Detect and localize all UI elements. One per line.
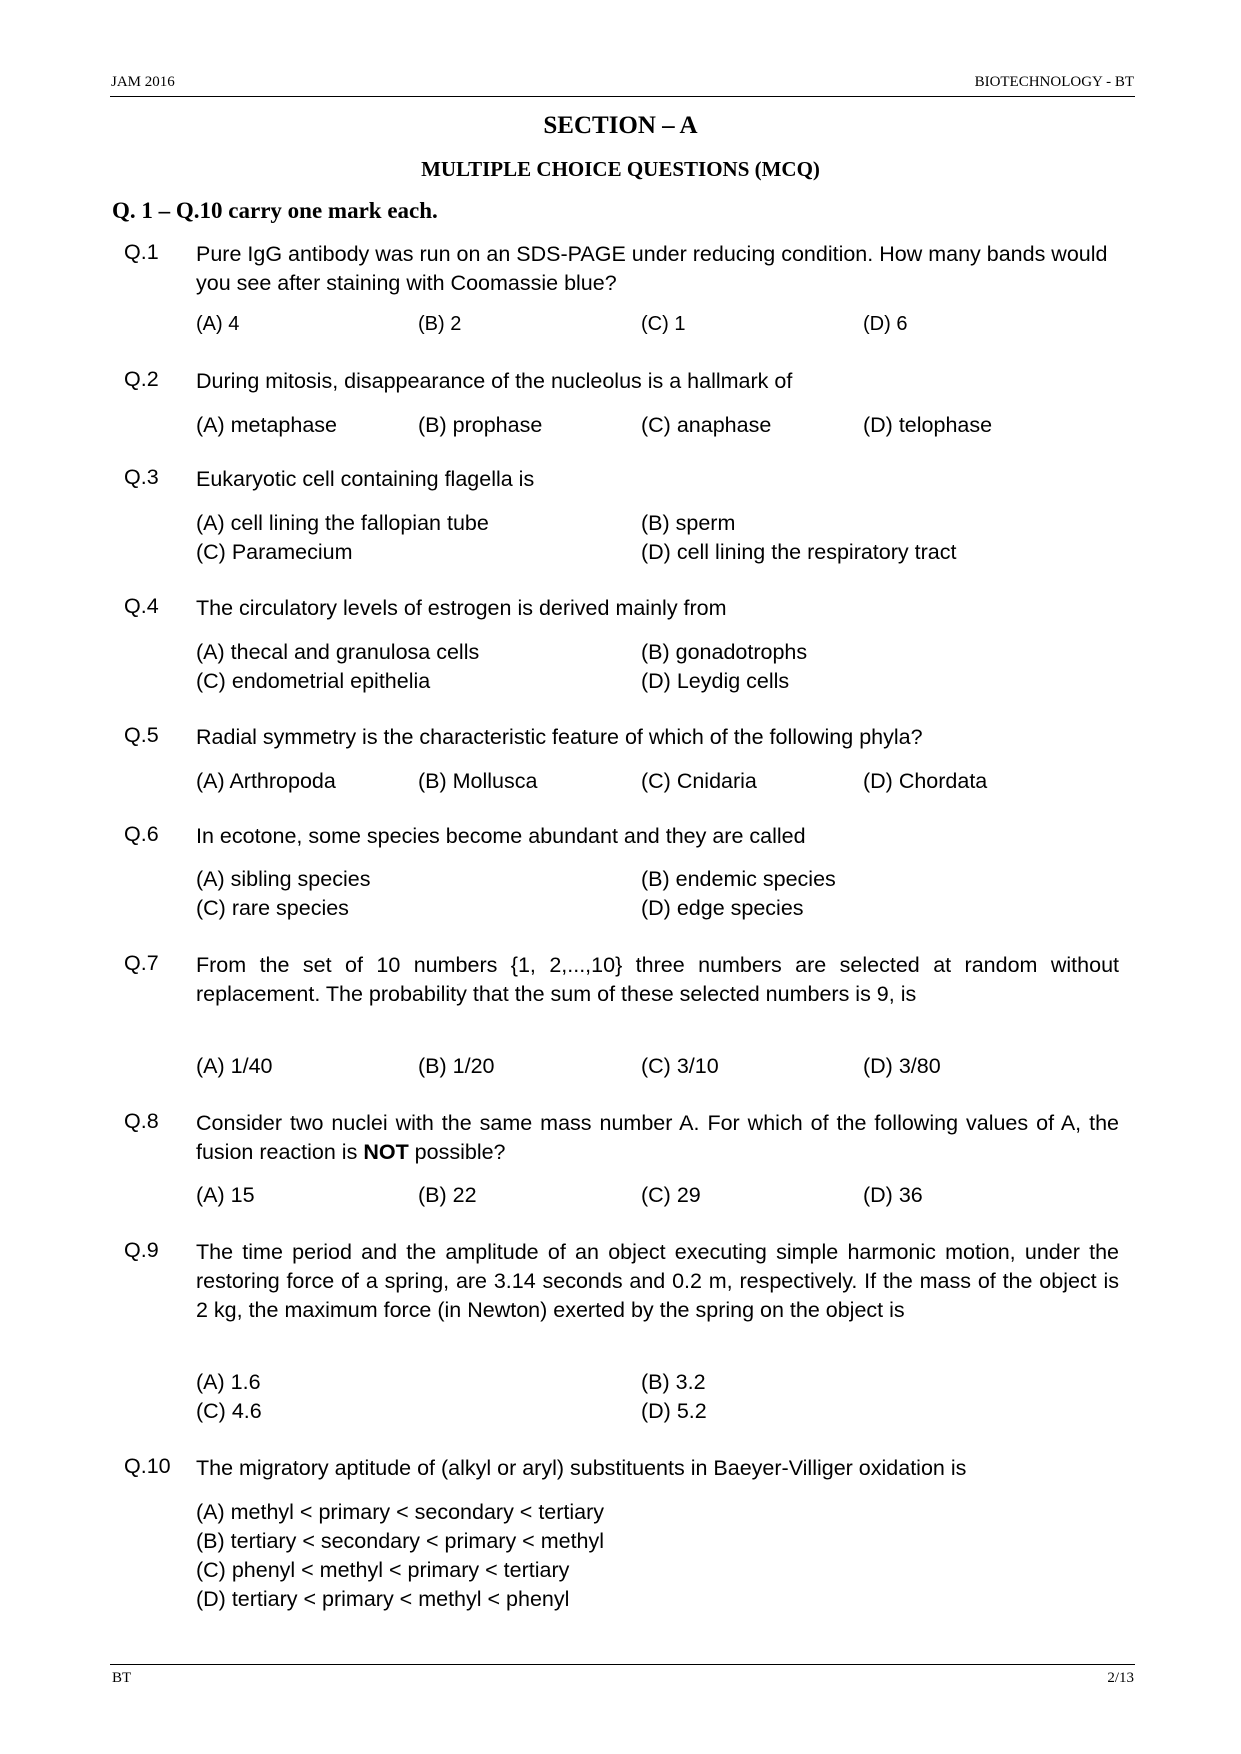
option-a: (A) 15 xyxy=(196,1183,255,1207)
marks-instruction: Q. 1 – Q.10 carry one mark each. xyxy=(112,198,438,223)
option-d: (D) Leydig cells xyxy=(641,669,790,693)
question-number: Q.5 xyxy=(124,723,159,747)
option-c: (C) 1 xyxy=(641,313,686,335)
option-a: (A) Arthropoda xyxy=(196,769,336,793)
option-b: (B) endemic species xyxy=(641,867,836,891)
option-b: (B) 22 xyxy=(418,1183,477,1207)
question-text: The circulatory levels of estrogen is derived mainly from xyxy=(196,596,727,620)
option-c: (C) Cnidaria xyxy=(641,769,757,793)
question-text: Radial symmetry is the characteristic feature of which of the following phyla? xyxy=(196,725,923,749)
option-d: (D) cell lining the respiratory tract xyxy=(641,540,957,564)
option-b: (B) Mollusca xyxy=(418,769,538,793)
option-d: (D) edge species xyxy=(641,896,804,920)
question-text: Pure IgG antibody was run on an SDS-PAGE under reducing condition. How many bands would you see after staining with Coomassie blue? xyxy=(196,242,1108,295)
option-a: (A) metaphase xyxy=(196,413,338,437)
option-b: (B) prophase xyxy=(418,413,543,437)
option-c: (C) endometrial epithelia xyxy=(196,669,431,693)
question-number: Q.6 xyxy=(124,822,159,846)
question-number: Q.2 xyxy=(124,367,159,391)
question-number: Q.7 xyxy=(124,951,159,975)
option-c: (C) 29 xyxy=(641,1183,701,1207)
option-b: (B) tertiary < secondary < primary < methyl xyxy=(196,1529,605,1553)
option-a: (A) sibling species xyxy=(196,867,371,891)
question-text xyxy=(196,1109,1119,1167)
option-b: (B) 2 xyxy=(418,313,462,335)
question-text-part: Consider two nuclei with the same mass number A. For which of the following values of A, the fusion reaction is xyxy=(196,1111,1119,1164)
question-number: Q.4 xyxy=(124,594,159,618)
option-c: (C) 4.6 xyxy=(196,1399,262,1423)
question-text-emphasis: NOT xyxy=(363,1140,409,1164)
option-a: (A) 1.6 xyxy=(196,1370,261,1394)
option-d: (D) tertiary < primary < methyl < phenyl xyxy=(196,1587,570,1611)
option-b: (B) 3.2 xyxy=(641,1370,706,1394)
option-d: (D) 36 xyxy=(863,1183,923,1207)
option-d: (D) 3/80 xyxy=(863,1054,941,1078)
question-text: The time period and the amplitude of an object executing simple harmonic motion, under the restoring force of a spring, are 3.14 seconds and 0.2 m, respectively. If the mass of the object is 2 kg, the maximum force (in Newton) exerted by the spring on the object is xyxy=(196,1240,1119,1322)
option-c: (C) rare species xyxy=(196,896,349,920)
option-a: (A) cell lining the fallopian tube xyxy=(196,511,489,535)
question-number: Q.3 xyxy=(124,465,159,489)
question-number: Q.1 xyxy=(124,240,159,264)
question-text: The migratory aptitude of (alkyl or aryl) substituents in Baeyer-Villiger oxidation is xyxy=(196,1456,967,1480)
option-b: (B) gonadotrophs xyxy=(641,640,808,664)
question-number: Q.10 xyxy=(124,1454,171,1478)
question-text: From the set of 10 numbers {1, 2,...,10} three numbers are selected at random without replacement. The probability that the sum of these selected numbers is 9, is xyxy=(196,953,1119,1006)
footer-paper-code: BT xyxy=(112,1670,132,1686)
option-b: (B) 1/20 xyxy=(418,1054,495,1078)
option-c: (C) Paramecium xyxy=(196,540,353,564)
option-d: (D) 6 xyxy=(863,313,908,335)
header-exam-name: JAM 2016 xyxy=(111,74,175,90)
option-c: (C) anaphase xyxy=(641,413,772,437)
option-d: (D) telophase xyxy=(863,413,993,437)
header-divider xyxy=(110,96,1135,97)
option-d: (D) 5.2 xyxy=(641,1399,707,1423)
option-c: (C) phenyl < methyl < primary < tertiary xyxy=(196,1558,570,1582)
option-b: (B) sperm xyxy=(641,511,736,535)
section-subtitle: MULTIPLE CHOICE QUESTIONS (MCQ) xyxy=(421,157,820,181)
question-text-part: possible? xyxy=(408,1140,506,1164)
question-text: During mitosis, disappearance of the nucleolus is a hallmark of xyxy=(196,369,793,393)
section-title: SECTION – A xyxy=(543,112,698,139)
option-a: (A) thecal and granulosa cells xyxy=(196,640,480,664)
question-text: Eukaryotic cell containing flagella is xyxy=(196,467,535,491)
header-paper-name: BIOTECHNOLOGY - BT xyxy=(974,74,1134,90)
footer-page-number: 2/13 xyxy=(1107,1670,1134,1686)
option-d: (D) Chordata xyxy=(863,769,988,793)
option-a: (A) methyl < primary < secondary < tertiary xyxy=(196,1500,605,1524)
option-a: (A) 1/40 xyxy=(196,1054,273,1078)
option-a: (A) 4 xyxy=(196,313,240,335)
option-c: (C) 3/10 xyxy=(641,1054,719,1078)
question-number: Q.9 xyxy=(124,1238,159,1262)
question-text: In ecotone, some species become abundant and they are called xyxy=(196,824,806,848)
footer-divider xyxy=(110,1664,1135,1665)
question-number: Q.8 xyxy=(124,1109,159,1133)
